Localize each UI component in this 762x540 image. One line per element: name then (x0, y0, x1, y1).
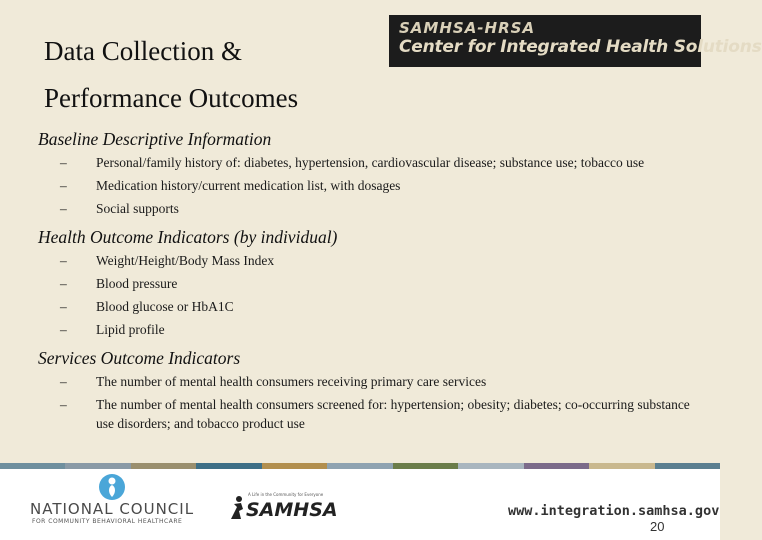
list-item-text: Weight/Height/Body Mass Index (96, 253, 275, 268)
list-item-text: Blood glucose or HbA1C (96, 299, 234, 314)
section-heading: Services Outcome Indicators (38, 348, 241, 368)
national-council-subtitle: FOR COMMUNITY BEHAVIORAL HEALTHCARE (32, 518, 183, 525)
list-item (38, 372, 710, 391)
list-item-text: The number of mental health consumers screened for: hypertension; obesity; diabetes; co-occurring substance use disorders; and tobacco product use (96, 397, 690, 431)
bullet-list (38, 372, 710, 433)
bullet-list (38, 153, 710, 218)
list-item-text: Blood pressure (96, 276, 178, 291)
samhsa-tagline: A Life in the Community for Everyone (248, 492, 324, 497)
section-services-outcomes (38, 347, 710, 433)
national-council-logo (30, 473, 200, 533)
samhsa-logo (228, 492, 348, 525)
dash-glyph: – (60, 374, 67, 389)
list-item (38, 176, 710, 195)
dash-glyph: – (60, 322, 67, 337)
dash-glyph: – (60, 155, 67, 170)
dash-glyph: – (60, 201, 67, 216)
header-logo-top: SAMHSA-HRSA (399, 19, 536, 37)
samhsa-wordmark: SAMHSA (246, 499, 338, 521)
section-baseline (38, 128, 710, 218)
list-item-text: Medication history/current medication list, with dosages (96, 178, 401, 193)
dash-glyph: – (60, 178, 67, 193)
title-line-2: Performance Outcomes (44, 83, 299, 113)
section-heading: Health Outcome Indicators (by individual) (38, 227, 338, 247)
list-item (38, 153, 710, 172)
dash-glyph: – (60, 397, 67, 412)
dash-glyph: – (60, 253, 67, 268)
header-logo (389, 15, 762, 67)
dash-glyph: – (60, 299, 67, 314)
bullet-list (38, 251, 710, 339)
list-item (38, 274, 710, 293)
national-council-name: NATIONAL COUNCIL (30, 500, 195, 518)
list-item (38, 320, 710, 339)
national-council-person-icon (98, 473, 126, 501)
list-item (38, 251, 710, 270)
list-item (38, 395, 710, 433)
slide-title (44, 28, 384, 122)
dash-glyph: – (60, 276, 67, 291)
list-item-text: Lipid profile (96, 322, 165, 337)
list-item-text: Social supports (96, 201, 179, 216)
page-number: 20 (650, 519, 665, 534)
title-line-1: Data Collection & (44, 36, 242, 66)
list-item (38, 199, 710, 218)
footer (0, 469, 720, 540)
section-health-outcomes (38, 226, 710, 339)
header-logo-bottom: Center for Integrated Health Solutions (399, 37, 762, 57)
list-item-text: The number of mental health consumers receiving primary care services (96, 374, 487, 389)
section-heading: Baseline Descriptive Information (38, 129, 272, 149)
list-item (38, 297, 710, 316)
samhsa-figure-icon (228, 495, 246, 521)
website-url: www.integration.samhsa.gov (508, 503, 720, 519)
list-item-text: Personal/family history of: diabetes, hypertension, cardiovascular disease; substance use; tobacco use (96, 155, 645, 170)
slide-content (38, 128, 710, 437)
